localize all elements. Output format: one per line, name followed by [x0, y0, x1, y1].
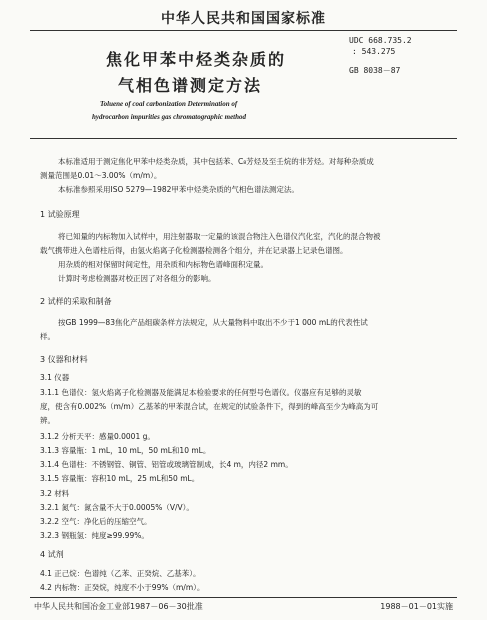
item-3-2-1: 3.2.1 氮气：氮含量不大于0.0005%（V/V）。 [40, 503, 194, 512]
item-3-1-5: 3.1.5 容量瓶：容积10 mL，25 mL和50 mL。 [40, 474, 200, 483]
section-1-line-3: 用杂质的相对保留时间定性，用杂质和内标物色谱峰面积定量。 [58, 260, 268, 269]
english-title-line-2: hydrocarbon impurities gas chromatographic method [92, 113, 247, 121]
section-4-heading: 4 试剂 [40, 550, 64, 559]
section-1-line-1: 将已知量的内标物加入试样中，用注射器取一定量的该混合物注入色谱仪汽化室，汽化的混合物被 [58, 232, 381, 241]
approval-date: 中华人民共和国冶金工业部1987－06－30批准 [34, 602, 203, 611]
intro-paragraph-2: 本标准参照采用ISO 5279—1982甲苯中烃类杂质的气相色谱法测定法。 [58, 185, 299, 194]
item-3-2-2: 3.2.2 空气：净化后的压缩空气。 [40, 517, 152, 526]
section-3-1-heading: 3.1 仪器 [40, 373, 70, 382]
section-2-line-1: 按GB 1999—83焦化产品组碳条样方法规定，从大量物料中取出不少于1 000 mL的代表性试 [58, 318, 368, 327]
item-3-1-1-line-1: 3.1.1 色谱仪：氢火焰离子化检测器及能满足本检验要求的任何型号色谱仪。仪器应有足够的灵敏 [40, 388, 362, 397]
item-3-1-1-line-2: 度，使含有0.002%（m/m）乙基苯的甲苯混合试，在规定的试验条件下，得到的峰高至少为峰高为可 [40, 402, 379, 411]
item-4-1: 4.1 正己烷：色谱纯（乙苯、正癸烷、乙基苯）。 [40, 569, 201, 578]
udc-number: UDC 668.735.2 [349, 36, 412, 45]
item-4-2: 4.2 内标物：正癸烷，纯度不小于99%（m/m）。 [40, 583, 205, 592]
section-3-2-heading: 3.2 材料 [40, 489, 70, 498]
intro-paragraph-1a: 本标准适用于测定焦化甲苯中烃类杂质，其中包括苯、C₈芳烃及至壬烷的非芳烃。对每种杂质成 [58, 157, 374, 166]
item-3-1-2: 3.1.2 分析天平：感量0.0001 g。 [40, 432, 155, 441]
section-1-heading: 1 试验原理 [40, 210, 80, 219]
udc-number-2: : 543.275 [352, 47, 396, 56]
section-1-line-2: 载气携带进入色谱柱后得，由氢火焰离子化检测器检测各个组分，并在记录器上记录色谱图。 [40, 246, 348, 255]
section-1-line-4: 计算时考虑检测器对校正因了对各组分的影响。 [58, 274, 216, 283]
item-3-1-4: 3.1.4 色谱柱：不锈钢管、铜管、铝管或玻璃管制成，长4 m，内径2 mm。 [40, 460, 293, 469]
section-2-heading: 2 试样的采取和制备 [40, 297, 112, 306]
section-3-heading: 3 仪器和材料 [40, 355, 88, 364]
standard-org-header: 中华人民共和国国家标准 [161, 11, 326, 27]
item-3-1-3: 3.1.3 容量瓶：1 mL，10 mL，50 mL和10 mL。 [40, 446, 211, 455]
item-3-2-3: 3.2.3 钢瓶氢：纯度≥99.99%。 [40, 531, 149, 540]
header-rule [30, 30, 457, 31]
intro-paragraph-1b: 测量范围是0.01～3.00%（m/m）。 [40, 171, 162, 180]
english-title-line-1: Toluene of coal carbonization Determination of [100, 100, 238, 108]
section-2-line-2: 样。 [40, 332, 55, 341]
footer-rule [30, 597, 457, 598]
gb-number: GB 8038－87 [349, 66, 401, 75]
item-3-1-1-line-3: 辨。 [40, 416, 55, 425]
title-line-1: 焦化甲苯中烃类杂质的 [106, 50, 287, 69]
title-line-2: 气相色谱测定方法 [118, 76, 263, 95]
implementation-date: 1988－01－01实施 [380, 602, 453, 611]
title-rule [30, 138, 457, 139]
